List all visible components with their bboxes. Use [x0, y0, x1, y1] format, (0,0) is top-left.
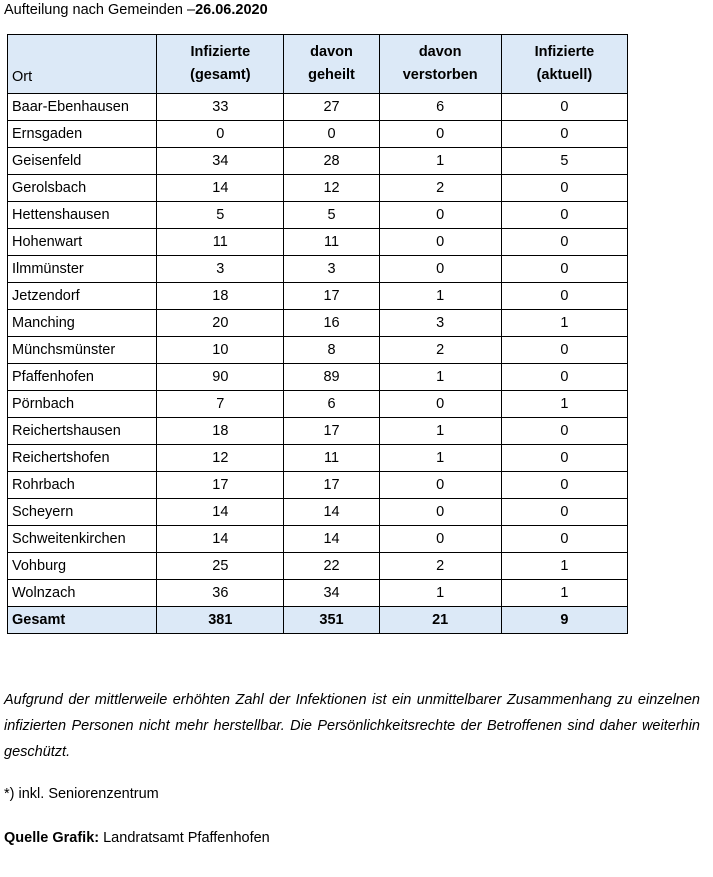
heading-text: Aufteilung nach Gemeinden – — [4, 2, 196, 18]
table-row — [8, 148, 628, 175]
cell-geheilt: 28 — [284, 148, 379, 175]
table-row — [8, 418, 628, 445]
cell-infizierte-aktuell: 1 — [501, 553, 627, 580]
cell-geheilt: 17 — [284, 283, 379, 310]
cell-ort: Geisenfeld — [8, 148, 157, 175]
cell-geheilt: 17 — [284, 472, 379, 499]
cell-infizierte-aktuell: 0 — [501, 445, 627, 472]
cell-geheilt: 6 — [284, 391, 379, 418]
header-infizierte-aktuell: Infizierte (aktuell) — [501, 35, 627, 94]
cell-geheilt: 27 — [284, 94, 379, 121]
table-row — [8, 580, 628, 607]
cell-infizierte-gesamt: 12 — [157, 445, 284, 472]
total-infizierte-aktuell: 9 — [501, 607, 627, 634]
cell-infizierte-gesamt: 0 — [157, 121, 284, 148]
page-heading — [4, 0, 268, 20]
cell-geheilt: 12 — [284, 175, 379, 202]
cell-verstorben: 0 — [379, 202, 501, 229]
cell-ort: Vohburg — [8, 553, 157, 580]
cell-infizierte-aktuell: 0 — [501, 121, 627, 148]
cell-infizierte-aktuell: 5 — [501, 148, 627, 175]
cell-infizierte-aktuell: 0 — [501, 256, 627, 283]
table-row — [8, 337, 628, 364]
municipality-infection-table — [7, 34, 628, 634]
cell-verstorben: 0 — [379, 229, 501, 256]
table-body — [8, 94, 628, 607]
cell-infizierte-gesamt: 3 — [157, 256, 284, 283]
cell-verstorben: 2 — [379, 175, 501, 202]
cell-geheilt: 11 — [284, 229, 379, 256]
cell-verstorben: 2 — [379, 553, 501, 580]
table-row — [8, 283, 628, 310]
cell-infizierte-aktuell: 1 — [501, 310, 627, 337]
cell-verstorben: 0 — [379, 121, 501, 148]
cell-verstorben: 3 — [379, 310, 501, 337]
table-row — [8, 526, 628, 553]
cell-infizierte-gesamt: 14 — [157, 175, 284, 202]
cell-ort: Hettenshausen — [8, 202, 157, 229]
total-geheilt: 351 — [284, 607, 379, 634]
cell-infizierte-gesamt: 17 — [157, 472, 284, 499]
cell-verstorben: 1 — [379, 445, 501, 472]
table-row — [8, 94, 628, 121]
cell-ort: Pfaffenhofen — [8, 364, 157, 391]
cell-verstorben: 6 — [379, 94, 501, 121]
cell-ort: Reichertshausen — [8, 418, 157, 445]
cell-infizierte-aktuell: 0 — [501, 175, 627, 202]
footnote: *) inkl. Seniorenzentrum — [4, 786, 159, 802]
cell-infizierte-gesamt: 14 — [157, 499, 284, 526]
cell-infizierte-aktuell: 0 — [501, 526, 627, 553]
cell-geheilt: 14 — [284, 526, 379, 553]
cell-geheilt: 14 — [284, 499, 379, 526]
cell-ort: Reichertshofen — [8, 445, 157, 472]
cell-ort: Jetzendorf — [8, 283, 157, 310]
total-verstorben: 21 — [379, 607, 501, 634]
table-row — [8, 553, 628, 580]
cell-infizierte-aktuell: 1 — [501, 391, 627, 418]
source-value: Landratsamt Pfaffenhofen — [99, 830, 270, 846]
table-row — [8, 256, 628, 283]
cell-geheilt: 34 — [284, 580, 379, 607]
cell-infizierte-gesamt: 14 — [157, 526, 284, 553]
cell-ort: Münchsmünster — [8, 337, 157, 364]
cell-infizierte-aktuell: 1 — [501, 580, 627, 607]
table-row — [8, 202, 628, 229]
table-row — [8, 364, 628, 391]
cell-infizierte-gesamt: 34 — [157, 148, 284, 175]
cell-infizierte-aktuell: 0 — [501, 229, 627, 256]
cell-infizierte-aktuell: 0 — [501, 499, 627, 526]
heading-date: 26.06.2020 — [195, 2, 268, 18]
header-infizierte-gesamt: Infizierte (gesamt) — [157, 35, 284, 94]
cell-geheilt: 3 — [284, 256, 379, 283]
table-total-row — [8, 607, 628, 634]
cell-ort: Rohrbach — [8, 472, 157, 499]
cell-verstorben: 1 — [379, 364, 501, 391]
total-infizierte-gesamt: 381 — [157, 607, 284, 634]
cell-infizierte-gesamt: 10 — [157, 337, 284, 364]
table-row — [8, 229, 628, 256]
cell-infizierte-gesamt: 33 — [157, 94, 284, 121]
cell-infizierte-aktuell: 0 — [501, 94, 627, 121]
cell-ort: Scheyern — [8, 499, 157, 526]
table-row — [8, 310, 628, 337]
table-row — [8, 499, 628, 526]
cell-geheilt: 17 — [284, 418, 379, 445]
cell-infizierte-gesamt: 5 — [157, 202, 284, 229]
privacy-note: Aufgrund der mittlerweile erhöhten Zahl der Infektionen ist ein unmittelbarer Zusammenhang zu einzelnen infizierten Personen nicht mehr herstellbar. Die Persönlichkeitsrechte der Betroffenen sind daher weiterhin geschützt. — [4, 692, 700, 760]
cell-infizierte-aktuell: 0 — [501, 283, 627, 310]
cell-verstorben: 0 — [379, 472, 501, 499]
cell-infizierte-aktuell: 0 — [501, 364, 627, 391]
table-row — [8, 445, 628, 472]
table-header-row — [8, 35, 628, 94]
cell-ort: Ilmmünster — [8, 256, 157, 283]
cell-infizierte-gesamt: 90 — [157, 364, 284, 391]
table-row — [8, 472, 628, 499]
cell-geheilt: 89 — [284, 364, 379, 391]
cell-ort: Baar-Ebenhausen — [8, 94, 157, 121]
cell-infizierte-gesamt: 11 — [157, 229, 284, 256]
total-label: Gesamt — [8, 607, 157, 634]
cell-verstorben: 1 — [379, 283, 501, 310]
cell-ort: Ernsgaden — [8, 121, 157, 148]
table-row — [8, 175, 628, 202]
cell-ort: Schweitenkirchen — [8, 526, 157, 553]
cell-verstorben: 2 — [379, 337, 501, 364]
cell-verstorben: 0 — [379, 256, 501, 283]
cell-infizierte-gesamt: 36 — [157, 580, 284, 607]
source-label: Quelle Grafik: — [4, 830, 100, 846]
table-row — [8, 121, 628, 148]
header-davon-geheilt: davon geheilt — [284, 35, 379, 94]
cell-infizierte-aktuell: 0 — [501, 418, 627, 445]
cell-geheilt: 16 — [284, 310, 379, 337]
cell-verstorben: 1 — [379, 148, 501, 175]
cell-infizierte-gesamt: 20 — [157, 310, 284, 337]
cell-geheilt: 0 — [284, 121, 379, 148]
cell-infizierte-gesamt: 7 — [157, 391, 284, 418]
header-davon-verstorben: davon verstorben — [379, 35, 501, 94]
cell-verstorben: 0 — [379, 391, 501, 418]
cell-geheilt: 11 — [284, 445, 379, 472]
cell-verstorben: 1 — [379, 580, 501, 607]
cell-verstorben: 0 — [379, 526, 501, 553]
cell-ort: Pörnbach — [8, 391, 157, 418]
cell-verstorben: 1 — [379, 418, 501, 445]
cell-ort: Manching — [8, 310, 157, 337]
table-row — [8, 391, 628, 418]
cell-infizierte-aktuell: 0 — [501, 472, 627, 499]
cell-infizierte-aktuell: 0 — [501, 202, 627, 229]
cell-ort: Wolnzach — [8, 580, 157, 607]
cell-infizierte-gesamt: 25 — [157, 553, 284, 580]
cell-geheilt: 8 — [284, 337, 379, 364]
source-line — [4, 830, 700, 846]
cell-infizierte-aktuell: 0 — [501, 337, 627, 364]
cell-infizierte-gesamt: 18 — [157, 418, 284, 445]
cell-infizierte-gesamt: 18 — [157, 283, 284, 310]
cell-verstorben: 0 — [379, 499, 501, 526]
cell-geheilt: 22 — [284, 553, 379, 580]
cell-geheilt: 5 — [284, 202, 379, 229]
cell-ort: Hohenwart — [8, 229, 157, 256]
cell-ort: Gerolsbach — [8, 175, 157, 202]
header-ort: Ort — [8, 35, 157, 94]
